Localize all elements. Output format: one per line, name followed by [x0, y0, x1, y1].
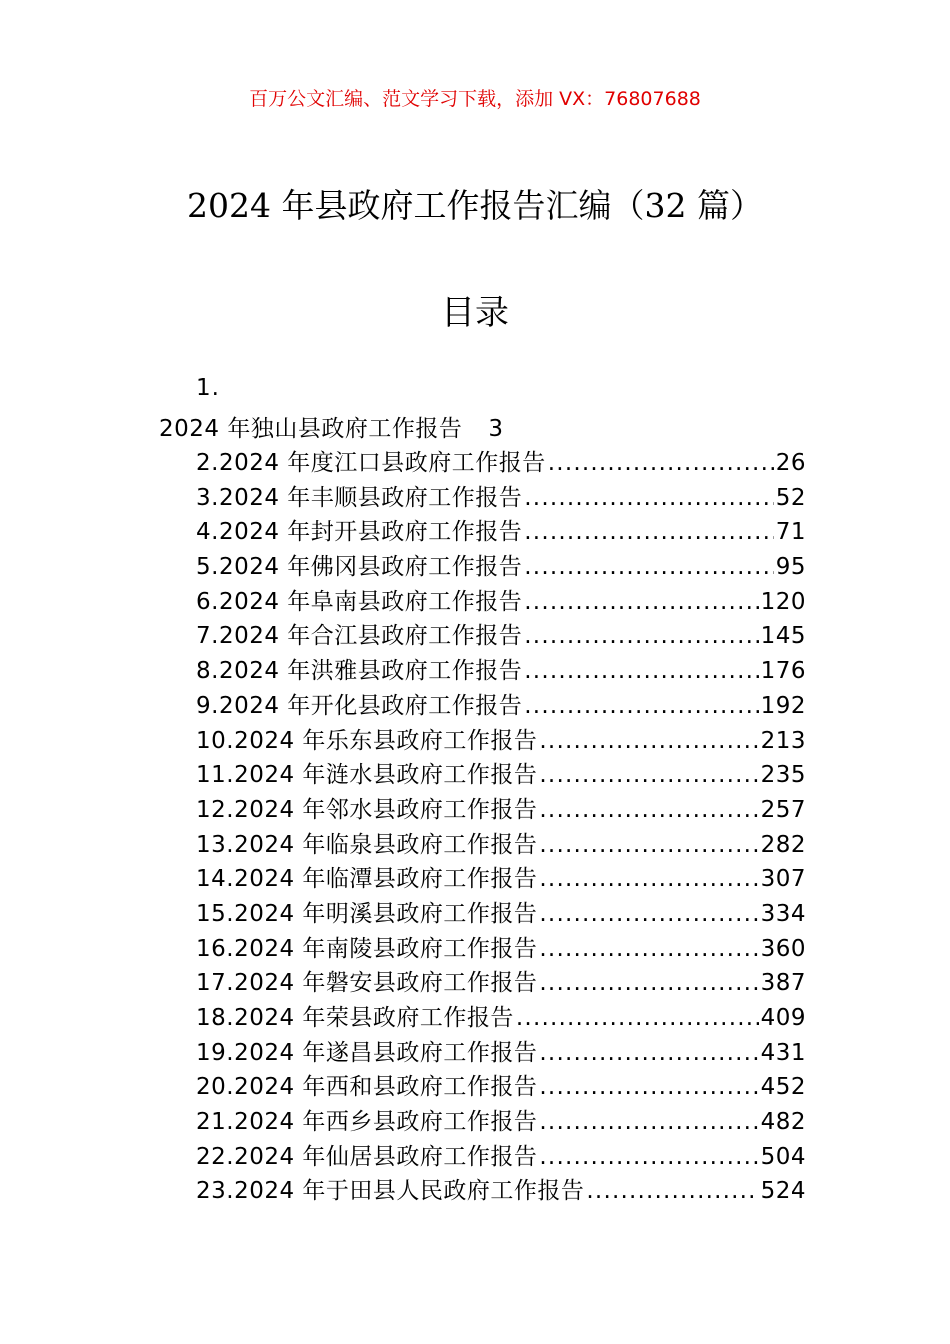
toc-entry-page: 192 — [760, 692, 806, 719]
toc-leader-dots — [516, 1005, 759, 1031]
toc-entry-page: 409 — [760, 1005, 806, 1031]
toc-entry-label: 13.2024 年临泉县政府工作报告 — [196, 831, 538, 858]
toc-entry-label: 4.2024 年封开县政府工作报告 — [196, 519, 523, 546]
toc-entry[interactable] — [196, 687, 806, 722]
toc-entry[interactable] — [196, 826, 806, 861]
toc-entry-label: 12.2024 年邻水县政府工作报告 — [196, 796, 538, 823]
document-title: 2024 年县政府工作报告汇编（32 篇） — [187, 186, 763, 225]
toc-entry-label: 21.2024 年西乡县政府工作报告 — [196, 1109, 538, 1136]
toc-entry[interactable] — [196, 1068, 806, 1103]
toc-entry-label: 22.2024 年仙居县政府工作报告 — [196, 1143, 538, 1170]
toc-entry-label: 19.2024 年遂昌县政府工作报告 — [196, 1039, 538, 1066]
toc-leader-dots — [539, 832, 758, 858]
toc-entry-label: 11.2024 年涟水县政府工作报告 — [196, 762, 538, 789]
toc-leader-dots — [539, 970, 758, 996]
toc-leader-dots — [539, 762, 758, 788]
toc-entry[interactable] — [196, 1172, 806, 1207]
toc-entry-label: 16.2024 年南陵县政府工作报告 — [196, 935, 538, 962]
toc-entry[interactable] — [196, 548, 806, 583]
toc-leader-dots — [524, 658, 758, 684]
toc-entry[interactable] — [196, 652, 806, 687]
toc-entry-1[interactable] — [159, 410, 504, 443]
toc-entry[interactable] — [196, 1103, 806, 1138]
toc-entry[interactable] — [196, 444, 806, 479]
toc-entry[interactable] — [196, 1034, 806, 1069]
header-contact-note: 百万公文汇编、范文学习下载，添加 VX：76807688 — [249, 88, 701, 110]
toc-leader-dots — [539, 1144, 758, 1170]
toc-leader-dots — [524, 485, 773, 511]
toc-leader-dots — [524, 693, 758, 719]
toc-leader-dots — [539, 1074, 758, 1100]
toc-leader-dots — [539, 901, 758, 927]
toc-entry-label: 10.2024 年乐东县政府工作报告 — [196, 727, 538, 754]
toc-entry-page: 52 — [775, 484, 806, 511]
toc-entry-1-label: 2024 年独山县政府工作报告 — [159, 416, 463, 442]
toc-entry-page: 452 — [760, 1074, 806, 1101]
toc-entry-label: 18.2024 年荣县政府工作报告 — [196, 1005, 514, 1031]
toc-entry-page: 213 — [760, 727, 806, 754]
toc-entry-page: 307 — [760, 866, 806, 893]
toc-entry-page: 360 — [760, 935, 806, 962]
toc-list — [196, 444, 806, 1207]
toc-entry-1-page: 3 — [488, 416, 504, 442]
toc-entry-label: 2.2024 年度江口县政府工作报告 — [196, 450, 546, 476]
toc-entry-1-number: 1. — [196, 375, 220, 401]
toc-entry[interactable] — [196, 513, 806, 548]
toc-entry[interactable] — [196, 479, 806, 514]
toc-heading: 目录 — [441, 293, 509, 333]
toc-entry[interactable] — [196, 860, 806, 895]
toc-entry[interactable] — [196, 756, 806, 791]
toc-leader-dots — [539, 797, 758, 823]
toc-entry-page: 120 — [760, 588, 806, 615]
toc-leader-dots — [539, 728, 758, 754]
toc-entry[interactable] — [196, 895, 806, 930]
toc-leader-dots — [524, 623, 758, 649]
toc-entry-page: 26 — [775, 450, 806, 476]
toc-entry-page: 235 — [760, 762, 806, 789]
toc-entry-page: 257 — [760, 796, 806, 823]
toc-leader-dots — [586, 1178, 758, 1204]
toc-entry-label: 6.2024 年阜南县政府工作报告 — [196, 588, 523, 615]
toc-entry-page: 145 — [760, 623, 806, 650]
toc-entry-label: 20.2024 年西和县政府工作报告 — [196, 1074, 538, 1101]
toc-entry[interactable] — [196, 722, 806, 757]
toc-entry[interactable] — [196, 999, 806, 1034]
toc-entry-label: 15.2024 年明溪县政府工作报告 — [196, 900, 538, 927]
toc-entry[interactable] — [196, 617, 806, 652]
toc-entry[interactable] — [196, 791, 806, 826]
toc-entry-page: 524 — [760, 1178, 806, 1205]
toc-entry-label: 23.2024 年于田县人民政府工作报告 — [196, 1178, 585, 1205]
toc-entry-label: 7.2024 年合江县政府工作报告 — [196, 623, 523, 650]
toc-entry[interactable] — [196, 930, 806, 965]
toc-entry-page: 387 — [760, 970, 806, 997]
toc-leader-dots — [539, 866, 758, 892]
toc-entry-label: 5.2024 年佛冈县政府工作报告 — [196, 554, 523, 581]
toc-entry-label: 9.2024 年开化县政府工作报告 — [196, 692, 523, 719]
toc-entry-page: 71 — [775, 519, 806, 546]
toc-entry-page: 334 — [760, 900, 806, 927]
toc-entry[interactable] — [196, 964, 806, 999]
toc-leader-dots — [524, 554, 773, 580]
toc-entry[interactable] — [196, 1138, 806, 1173]
toc-entry-page: 504 — [760, 1143, 806, 1170]
toc-leader-dots — [548, 450, 774, 476]
toc-entry-page: 95 — [775, 554, 806, 581]
toc-entry-label: 3.2024 年丰顺县政府工作报告 — [196, 484, 523, 511]
toc-leader-dots — [539, 1109, 758, 1135]
toc-entry[interactable] — [196, 583, 806, 618]
toc-entry-label: 17.2024 年磐安县政府工作报告 — [196, 970, 538, 997]
toc-entry-label: 8.2024 年洪雅县政府工作报告 — [196, 658, 523, 685]
toc-entry-label: 14.2024 年临潭县政府工作报告 — [196, 866, 538, 893]
toc-entry-page: 431 — [760, 1039, 806, 1066]
toc-leader-dots — [539, 1040, 758, 1066]
toc-leader-dots — [539, 936, 758, 962]
toc-leader-dots — [524, 519, 773, 545]
toc-entry-page: 482 — [760, 1109, 806, 1136]
toc-leader-dots — [524, 589, 758, 615]
toc-entry-page: 282 — [760, 831, 806, 858]
toc-entry-page: 176 — [760, 658, 806, 685]
